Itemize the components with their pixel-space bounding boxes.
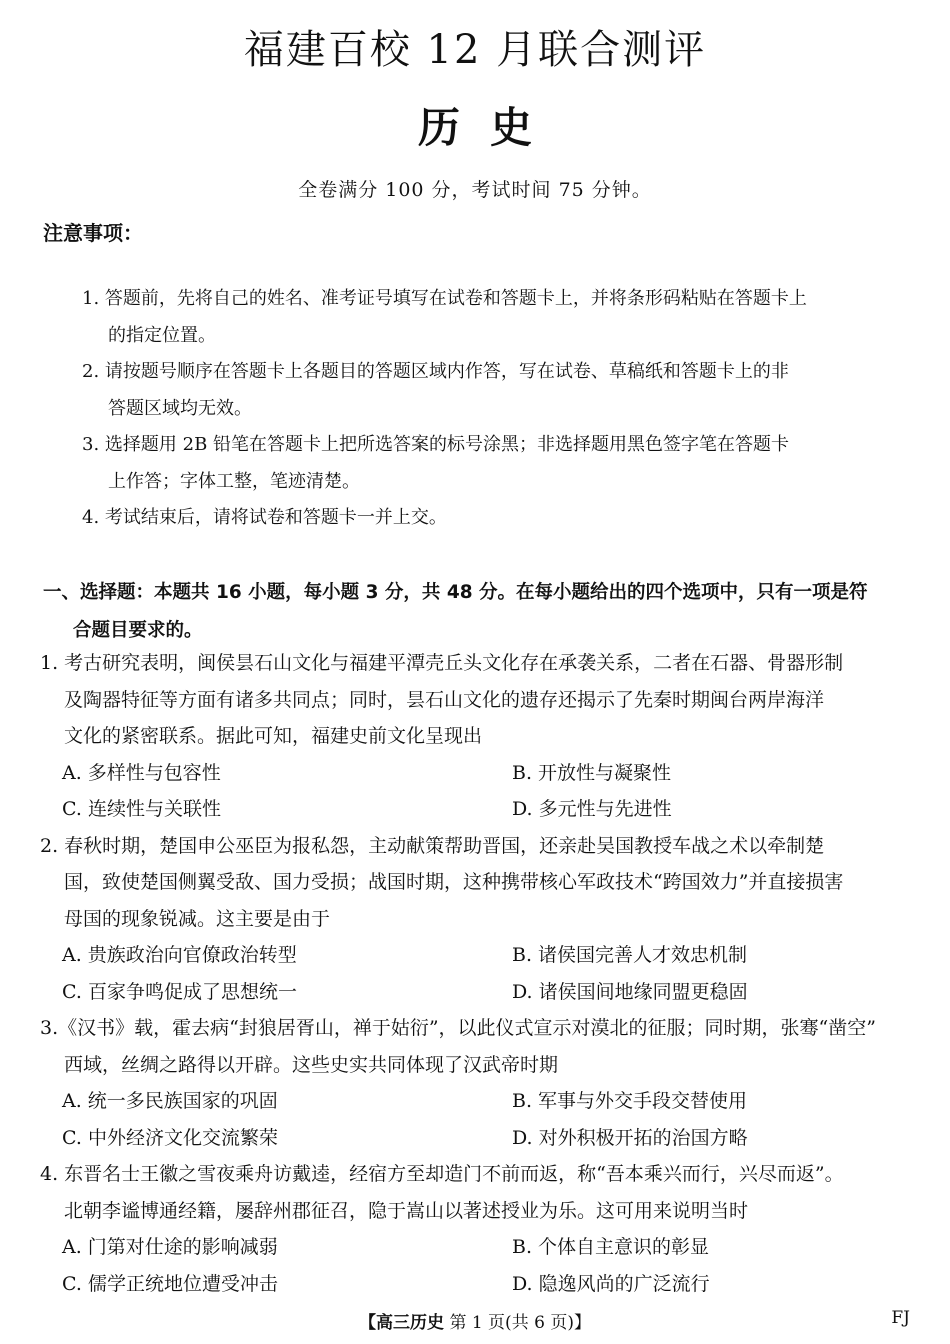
stem-line: 及陶器特征等方面有诸多共同点；同时，昙石山文化的遗存还揭示了先秦时期闽台两岸海洋 [64, 688, 825, 711]
notice-item [82, 354, 912, 427]
question [40, 1010, 912, 1156]
notice-heading: 注意事项： [43, 221, 143, 245]
option-a: A. 统一多民族国家的巩固 [62, 1090, 278, 1112]
option-b: B. 个体自主意识的彰显 [512, 1236, 710, 1258]
question [40, 828, 912, 1011]
subject-title: 历史 [417, 103, 562, 152]
footer-region-code: FJ [891, 1308, 910, 1328]
option-grid [40, 937, 912, 1010]
option-a: A. 贵族政治向官僚政治转型 [62, 944, 297, 966]
option-b: B. 开放性与凝聚性 [512, 761, 672, 784]
notice-list [82, 281, 912, 537]
question-stem [40, 828, 912, 938]
option-d: D. 隐逸风尚的广泛流行 [512, 1272, 710, 1295]
stem-line: 文化的紧密联系。据此可知，福建史前文化呈现出 [64, 725, 483, 747]
option-grid [40, 1083, 912, 1156]
section-line: 合题目要求的。 [73, 620, 203, 641]
option-b: B. 军事与外交手段交替使用 [512, 1090, 748, 1112]
option-d: D. 多元性与先进性 [512, 798, 672, 820]
stem-line: 4. 东晋名士王徽之雪夜乘舟访戴逵，经宿方至却造门不前而返，称“吾本乘兴而行，兴尽而返”。 [40, 1163, 844, 1185]
question-list [40, 645, 912, 1302]
option-a: A. 门第对仕途的影响减弱 [62, 1236, 278, 1258]
option-b: B. 诸侯国完善人才效忠机制 [512, 944, 748, 966]
question [40, 645, 912, 828]
section-line: 一、选择题：本题共 16 小题，每小题 3 分，共 48 分。在每小题给出的四个选项中，只有一项是符 [43, 582, 868, 603]
stem-line: 国，致使楚国侧翼受敌、国力受损；战国时期，这种携带核心军政技术“跨国效力”并直接损害 [64, 871, 844, 893]
notice-item [82, 281, 912, 354]
option-d: D. 诸侯国间地缘同盟更稳固 [512, 980, 748, 1003]
notice-item-line: 2. 请按题号顺序在答题卡上各题目的答题区域内作答，写在试卷、草稿纸和答题卡上的非 [82, 361, 789, 382]
stem-line: 西域，丝绸之路得以开辟。这些史实共同体现了汉武帝时期 [64, 1053, 559, 1076]
notice-item-line: 上作答；字体工整，笔迹清楚。 [108, 470, 360, 492]
option-grid [40, 755, 912, 828]
exam-title: 福建百校 12 月联合测评 [243, 27, 707, 73]
page-footer [0, 1308, 950, 1333]
notice-item-line: 答题区域均无效。 [108, 397, 252, 419]
option-grid [40, 1229, 912, 1302]
option-c: C. 连续性与关联性 [62, 798, 221, 820]
section-heading [43, 574, 913, 650]
stem-line: 2. 春秋时期，楚国申公巫臣为报私怨，主动献策帮助晋国，还亲赴吴国教授车战之术以牵制楚 [40, 834, 825, 857]
footer-label: 【高三历史 [359, 1313, 445, 1333]
question-stem [40, 1156, 912, 1229]
question [40, 1156, 912, 1302]
option-c: C. 中外经济文化交流繁荣 [62, 1126, 278, 1149]
notice-item-line: 4. 考试结束后，请将试卷和答题卡一并上交。 [82, 507, 447, 528]
notice-item [82, 427, 912, 500]
score-info: 全卷满分 100 分，考试时间 75 分钟。 [298, 179, 652, 201]
notice-item-line: 的指定位置。 [108, 324, 216, 346]
notice-item [82, 500, 912, 537]
option-c: C. 儒学正统地位遭受冲击 [62, 1272, 278, 1295]
stem-line: 北朝李谧博通经籍，屡辞州郡征召，隐于嵩山以著述授业为乐。这可用来说明当时 [64, 1199, 749, 1222]
option-c: C. 百家争鸣促成了思想统一 [62, 980, 297, 1003]
question-stem [40, 1010, 912, 1083]
question-stem [40, 645, 912, 755]
option-a: A. 多样性与包容性 [62, 761, 221, 784]
footer-page-number: 第 1 页(共 6 页)】 [449, 1313, 591, 1333]
stem-line: 3.《汉书》载，霍去病“封狼居胥山，禅于姑衍”，以此仪式宣示对漠北的征服；同时期，张骞“凿空” [40, 1017, 876, 1039]
stem-line: 母国的现象锐减。这主要是由于 [64, 907, 331, 930]
notice-item-line: 3. 选择题用 2B 铅笔在答题卡上把所选答案的标号涂黑；非选择题用黑色签字笔在答题卡 [82, 434, 790, 455]
notice-item-line: 1. 答题前，先将自己的姓名、准考证号填写在试卷和答题卡上，并将条形码粘贴在答题卡上 [82, 288, 807, 309]
option-d: D. 对外积极开拓的治国方略 [512, 1126, 748, 1149]
stem-line: 1. 考古研究表明，闽侯昙石山文化与福建平潭壳丘头文化存在承袭关系，二者在石器、骨器形制 [40, 652, 844, 674]
